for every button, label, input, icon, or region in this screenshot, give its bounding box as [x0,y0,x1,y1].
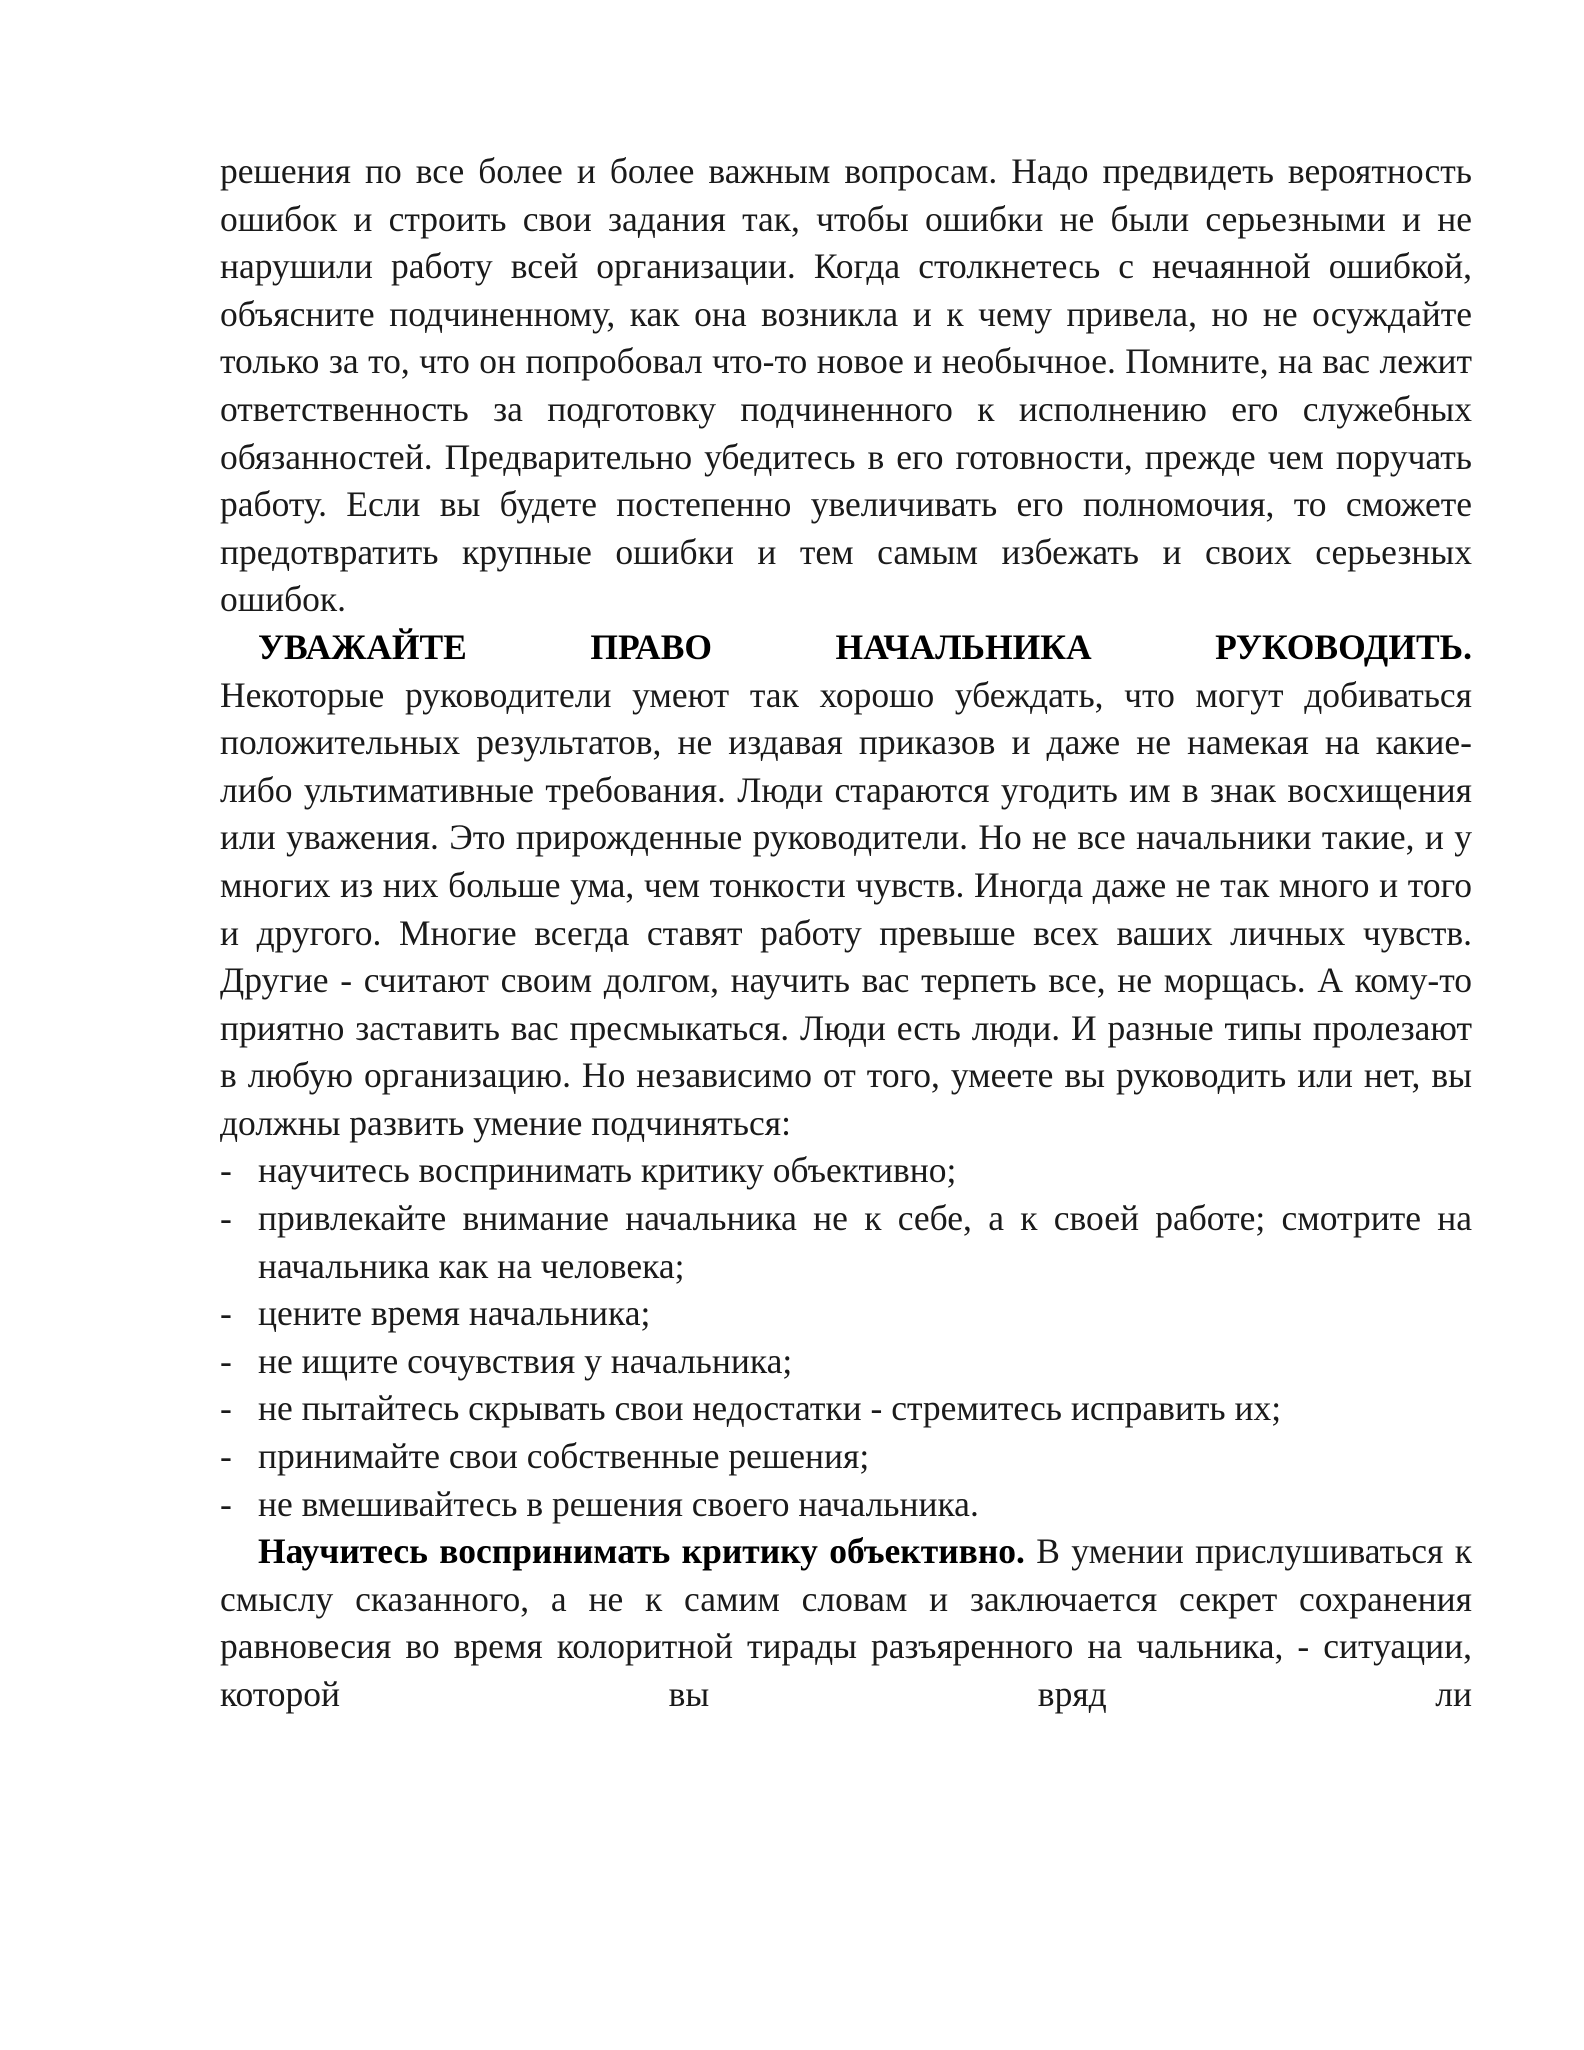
document-body [220,148,1472,1719]
list-item [220,1290,1472,1338]
paragraph-3-text: В умении прислушиваться к смыслу сказанного, а не к самим словам и заключается секрет сохранения равновесия во время колоритной тирады разъяренного на чальника, - ситуации, которой вы вряд ли [220,1531,1472,1714]
paragraph-3-lead: Научитесь воспринимать критику объективно. [258,1531,1025,1572]
paragraph-1: решения по все более и более важным вопросам. Надо предвидеть вероятность ошибок и строить свои задания так, чтобы ошибки не были серьезными и не нарушили работу всей организации. Когда столкнетесь с нечаянной ошибкой, объясните подчиненному, как она возникла и к чему привела, но не осуждайте только за то, что он попробовал что-то новое и необычное. Помните, на вас лежит ответственность за подготовку подчиненного к исполнению его служебных обязанностей. Предварительно убедитесь в его готовности, прежде чем поручать работу. Если вы будете постепенно увеличивать его полномочия, то сможете предотвратить крупные ошибки и тем самым избежать и своих серьезных ошибок. [220,151,1472,620]
bullet-marker: - [220,1436,232,1477]
list-item [220,1338,1472,1386]
list-item-text: цените время начальника; [258,1293,651,1334]
list-item-text: не пытайтесь скрывать свои недостатки - стремитесь исправить их; [258,1388,1282,1429]
rules-list [220,1147,1472,1528]
list-item [220,1481,1472,1529]
list-item [220,1147,1472,1195]
bullet-marker: - [220,1293,232,1334]
bullet-marker: - [220,1388,232,1429]
list-item [220,1195,1472,1290]
list-item-text: не вмешивайтесь в решения своего начальника. [258,1483,979,1524]
paragraph-2: Некоторые руководители умеют так хорошо убеждать, что могут добиваться положительных результатов, не издавая приказов и даже не намекая на какие-либо ультимативные требования. Люди стараются угодить им в знак восхищения или уважения. Это прирожденные руководители. Но не все начальники такие, и у многих из них больше ума, чем тонкости чувств. Иногда даже не так много и того и другого. Многие всегда ставят работу превыше всех ваших личных чувств. Другие - считают своим долгом, научить вас терпеть все, не морщась. А кому-то приятно заставить вас пресмыкаться. Люди есть люди. И разные типы пролезают в любую организацию. Но независимо от того, умеете вы руководить или нет, вы должны развить умение подчиняться: [220,674,1472,1143]
bullet-marker: - [220,1340,232,1381]
bullet-marker: - [220,1150,232,1191]
paragraph-3 [220,1528,1472,1718]
bullet-marker: - [220,1483,232,1524]
list-item-text: принимайте свои собственные решения; [258,1436,870,1477]
list-item-text: научитесь воспринимать критику объективно; [258,1150,957,1191]
list-item [220,1385,1472,1433]
bullet-marker: - [220,1198,232,1239]
list-item [220,1433,1472,1481]
list-item-text: привлекайте внимание начальника не к себе, а к своей работе; смотрите на начальника как на человека; [258,1198,1472,1286]
section-heading: УВАЖАЙТЕ ПРАВО НАЧАЛЬНИКА РУКОВОДИТЬ. [258,626,1472,667]
list-item-text: не ищите сочувствия у начальника; [258,1340,793,1381]
